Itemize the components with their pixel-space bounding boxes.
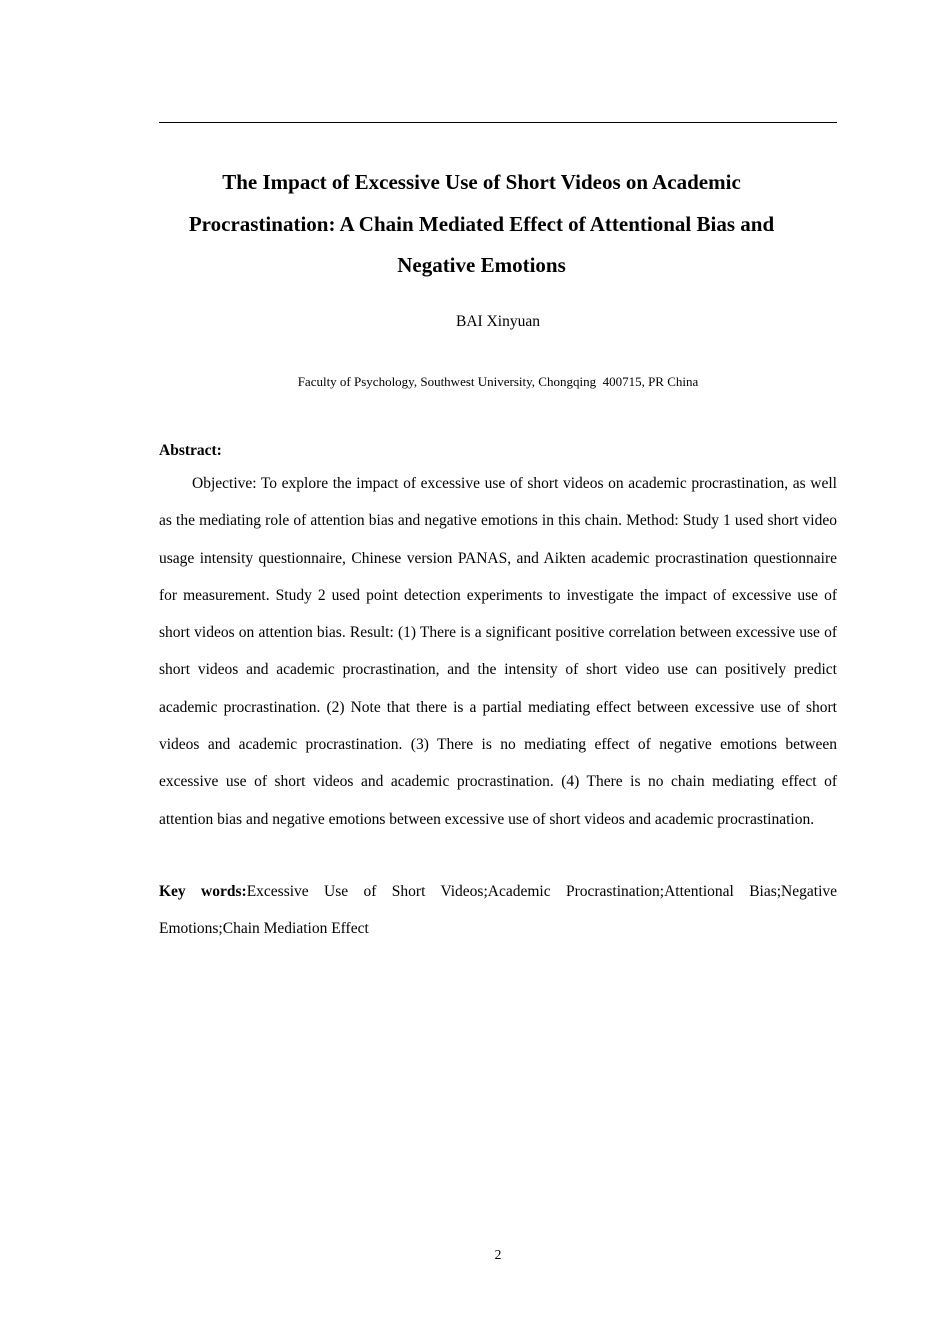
author-name: BAI Xinyuan (456, 313, 540, 330)
abstract-text: Objective: To explore the impact of excessive use of short videos on academic procrastination, as well as the mediating role of attention bias and negative emotions in this chain. Method: Study 1 used short video usage intensity questionnaire, Chinese version PANAS, and Aikten academic procrastination questionnaire for measurement. Study 2 used point detection experiments to investigate the impact of excessive use of short videos on attention bias. Result: (1) There is a significant positive correlation between excessive use of short videos and academic procrastination, and the intensity of short video use can positively predict academic procrastination. (2) Note that there is a partial mediating effect between excessive use of short videos and academic procrastination. (3) There is no mediating effect of negative emotions between excessive use of short videos and academic procrastination. (4) There is no chain mediating effect of attention bias and negative emotions between excessive use of short videos and academic procrastination. (159, 475, 837, 828)
keywords-label: Key words: (159, 883, 247, 900)
author-affiliation: Faculty of Psychology, Southwest University, Chongqing 400715, PR China (297, 374, 699, 389)
page-number: 2 (494, 1247, 502, 1262)
paper-title: The Impact of Excessive Use of Short Videos on Academic Procrastination: A Chain Mediated Effect of Attentional Bias and Negative Emotions (188, 170, 775, 277)
header-rule (159, 122, 837, 123)
abstract-heading: Abstract: (159, 442, 222, 459)
keywords-text: Excessive Use of Short Videos;Academic Procrastination;Attentional Bias;Negative Emotions;Chain Mediation Effect (159, 883, 838, 938)
keywords (159, 873, 837, 948)
